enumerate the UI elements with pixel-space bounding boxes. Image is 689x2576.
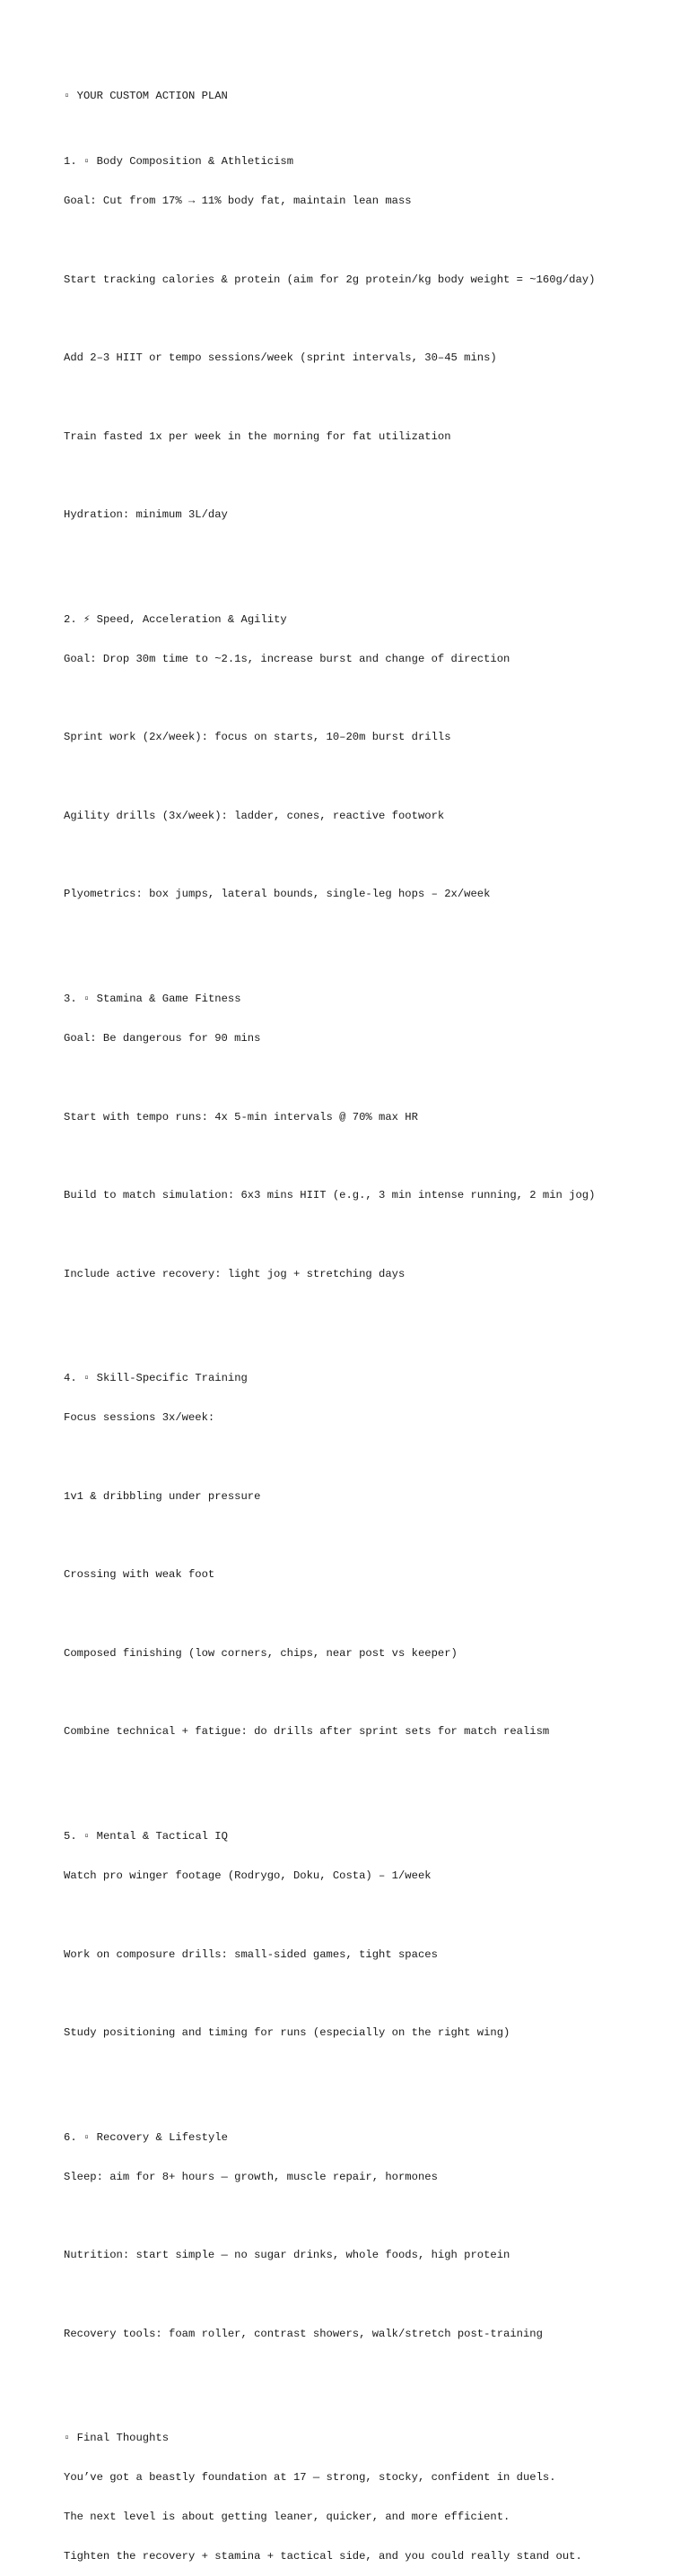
list-item: Start with tempo runs: 4x 5-min intervals @ 70% max HR [64, 1110, 418, 1123]
section-heading [64, 2131, 674, 2145]
square-icon: ▫ [83, 2130, 91, 2144]
list-item: Include active recovery: light jog + stretching days [64, 1267, 406, 1280]
document-page [64, 64, 674, 2576]
list-item: Add 2–3 HIIT or tempo sessions/week (sprint intervals, 30–45 mins) [64, 351, 497, 365]
final-heading [64, 2432, 674, 2445]
list-item: Plyometrics: box jumps, lateral bounds, single-leg hops – 2x/week [64, 888, 491, 901]
list-item: Recovery tools: foam roller, contrast showers, walk/stretch post-training [64, 2327, 543, 2340]
section-number: 6. [64, 2130, 77, 2144]
list-item: Composed finishing (low corners, chips, near post vs keeper) [64, 1646, 458, 1660]
list-item: Sprint work (2x/week): focus on starts, 10–20m burst drills [64, 731, 451, 744]
section-title: Stamina & Game Fitness [96, 993, 241, 1006]
section-heading [64, 613, 674, 627]
square-icon: ▫ [64, 90, 71, 103]
section-goal: Goal: Cut from 17% → 11% body fat, maintain lean mass [64, 194, 412, 207]
square-icon: ▫ [83, 1372, 91, 1385]
square-icon: ▫ [83, 155, 91, 169]
plan-header [64, 90, 674, 103]
section-heading [64, 1372, 674, 1385]
square-icon: ▫ [64, 2432, 71, 2445]
section-number: 2. [64, 612, 77, 626]
final-title: Final Thoughts [76, 2432, 170, 2445]
section-goal: Goal: Drop 30m time to ~2.1s, increase burst and change of direction [64, 652, 510, 665]
section-heading [64, 1830, 674, 1843]
section-heading [64, 993, 674, 1006]
section-title: Body Composition & Athleticism [96, 155, 294, 169]
list-item: Crossing with weak foot [64, 1568, 215, 1582]
list-item: Nutrition: start simple — no sugar drinks, whole foods, high protein [64, 2249, 510, 2262]
section-title: Speed, Acceleration & Agility [96, 612, 287, 626]
list-item: Start tracking calories & protein (aim for 2g protein/kg body weight = ~160g/day) [64, 273, 596, 286]
section-number: 4. [64, 1372, 77, 1385]
section-goal: Goal: Be dangerous for 90 mins [64, 1031, 261, 1045]
square-icon: ▫ [83, 1830, 91, 1843]
section-goal: Sleep: aim for 8+ hours — growth, muscle repair, hormones [64, 2170, 438, 2183]
square-icon: ▫ [83, 993, 91, 1006]
section-goal: Watch pro winger footage (Rodrygo, Doku, Costa) – 1/week [64, 1869, 432, 1882]
list-item: 1v1 & dribbling under pressure [64, 1489, 261, 1503]
lightning-icon: ⚡ [83, 612, 91, 626]
section-heading [64, 155, 674, 169]
final-line: Tighten the recovery + stamina + tactical side, and you could really stand out. [64, 2549, 582, 2563]
section-title: Recovery & Lifestyle [96, 2130, 228, 2144]
list-item: Study positioning and timing for runs (especially on the right wing) [64, 2026, 510, 2040]
section-number: 1. [64, 155, 77, 169]
list-item: Build to match simulation: 6x3 mins HIIT (e.g., 3 min intense running, 2 min jog) [64, 1189, 596, 1202]
final-line: You’ve got a beastly foundation at 17 — strong, stocky, confident in duels. [64, 2471, 556, 2485]
section-title: Skill-Specific Training [96, 1372, 248, 1385]
list-item: Hydration: minimum 3L/day [64, 508, 228, 522]
list-item: Train fasted 1x per week in the morning for fat utilization [64, 429, 451, 443]
section-number: 3. [64, 993, 77, 1006]
section-goal: Focus sessions 3x/week: [64, 1411, 215, 1425]
section-title: Mental & Tactical IQ [96, 1830, 228, 1843]
section-number: 5. [64, 1830, 77, 1843]
list-item: Agility drills (3x/week): ladder, cones, reactive footwork [64, 809, 445, 822]
final-line: The next level is about getting leaner, quicker, and more efficient. [64, 2511, 510, 2524]
plan-header-text: YOUR CUSTOM ACTION PLAN [76, 90, 228, 103]
list-item: Work on composure drills: small-sided games, tight spaces [64, 1947, 438, 1961]
list-item: Combine technical + fatigue: do drills after sprint sets for match realism [64, 1725, 550, 1739]
